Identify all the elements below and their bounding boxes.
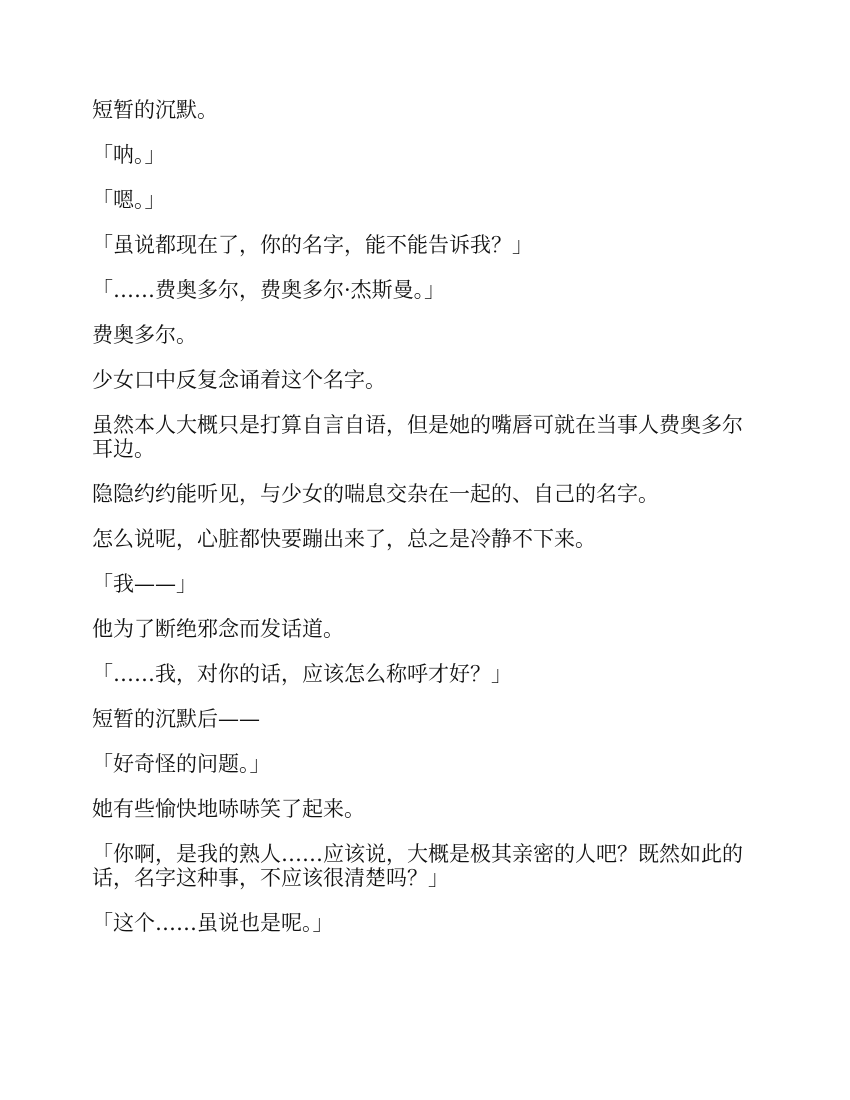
- paragraph: 短暂的沉默。: [92, 98, 218, 122]
- paragraph: 「我——」: [92, 572, 197, 596]
- paragraph: 虽然本人大概只是打算自言自语，但是她的嘴唇可就在当事人费奥多尔耳边。: [92, 413, 743, 461]
- paragraph: 他为了断绝邪念而发话道。: [92, 617, 344, 641]
- paragraph: 「你啊，是我的熟人……应该说，大概是极其亲密的人吧？既然如此的话，名字这种事，不应该很清楚吗？」: [92, 842, 743, 890]
- paragraph: 怎么说呢，心脏都快要蹦出来了，总之是冷静不下来。: [92, 527, 596, 551]
- paragraph: 「……我，对你的话，应该怎么称呼才好？」: [92, 662, 512, 686]
- paragraph: 费奥多尔。: [92, 323, 197, 347]
- paragraph: 少女口中反复念诵着这个名字。: [92, 368, 386, 392]
- paragraph: 隐隐约约能听见，与少女的喘息交杂在一起的、自己的名字。: [92, 482, 659, 506]
- paragraph: 她有些愉快地哧哧笑了起来。: [92, 797, 365, 821]
- paragraph: 「好奇怪的问题。」: [92, 752, 271, 776]
- paragraph: 「这个……虽说也是呢。」: [92, 911, 334, 935]
- paragraph: 「呐。」: [92, 143, 166, 167]
- paragraph: 短暂的沉默后——: [92, 707, 260, 731]
- paragraph: 「虽说都现在了，你的名字，能不能告诉我？」: [92, 233, 533, 257]
- paragraph: 「……费奥多尔，费奥多尔·杰斯曼。」: [92, 278, 446, 302]
- document-page: [92, 98, 756, 956]
- paragraph: 「嗯。」: [92, 188, 166, 212]
